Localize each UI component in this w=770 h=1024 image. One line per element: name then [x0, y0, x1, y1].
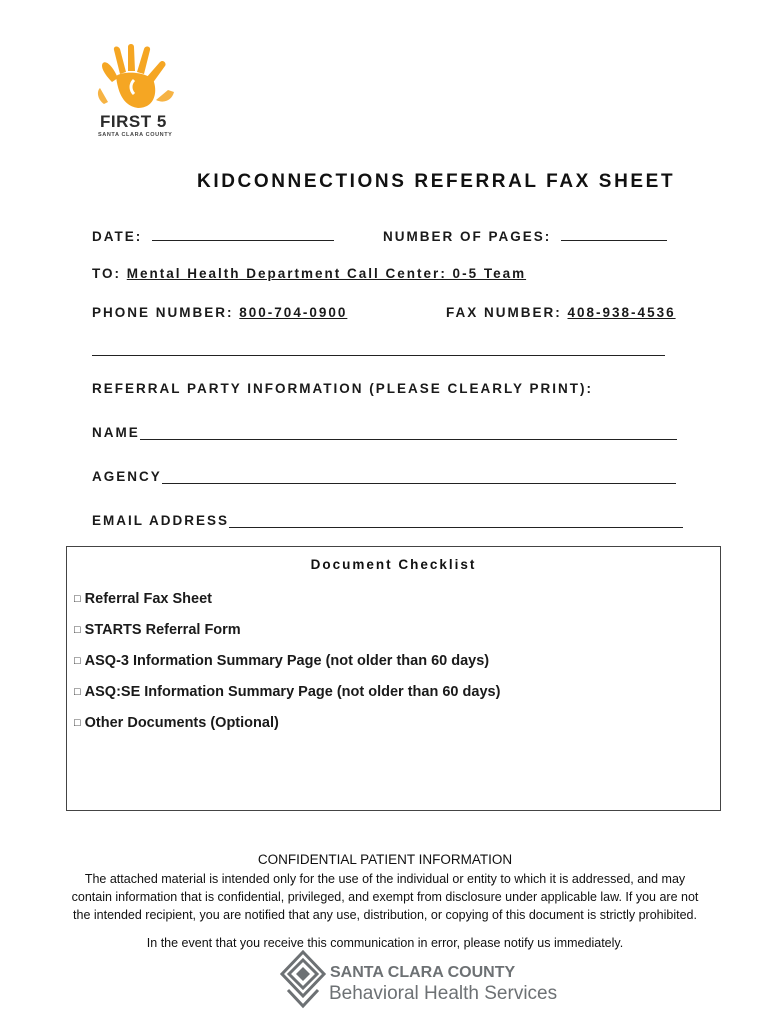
- agency-label: AGENCY: [92, 469, 162, 484]
- checkbox-icon[interactable]: □: [74, 624, 81, 636]
- confidential-body: [40, 870, 730, 924]
- checklist-item-label: STARTS Referral Form: [84, 622, 241, 638]
- phone-value: 800-704-0900: [239, 305, 348, 320]
- confidential-line: The attached material is intended only for the use of the individual or entity to which it is addressed, and may: [84, 872, 686, 886]
- checklist-item-asq3-summary[interactable]: [74, 653, 489, 669]
- checklist-title: Document Checklist: [310, 557, 477, 572]
- agency-field[interactable]: [92, 469, 676, 484]
- referral-heading: REFERRAL PARTY INFORMATION (PLEASE CLEARLY PRINT):: [92, 381, 594, 396]
- date-line[interactable]: [152, 228, 334, 241]
- phone-row: [92, 305, 347, 320]
- checklist-item-other-documents[interactable]: [74, 715, 279, 731]
- email-label: EMAIL ADDRESS: [92, 513, 230, 528]
- document-checklist: [66, 546, 721, 811]
- first5-logo-name: FIRST 5: [100, 112, 167, 131]
- checklist-item-label: Other Documents (Optional): [84, 715, 279, 731]
- email-line[interactable]: [229, 513, 683, 528]
- confidential-heading: CONFIDENTIAL PATIENT INFORMATION: [257, 852, 513, 867]
- checkbox-icon[interactable]: □: [74, 593, 81, 605]
- hand-icon: [94, 44, 178, 114]
- confidential-notice: In the event that you receive this communication in error, please notify us immediately.: [146, 936, 624, 950]
- to-row: [92, 266, 526, 281]
- checklist-item-label: Referral Fax Sheet: [84, 591, 212, 607]
- checklist-item-label: ASQ-3 Information Summary Page (not older than 60 days): [84, 653, 490, 669]
- email-field[interactable]: [92, 513, 683, 528]
- fax-value: 408-938-4536: [567, 305, 676, 320]
- county-logo-name: SANTA CLARA COUNTY: [330, 964, 516, 981]
- checklist-item-label: ASQ:SE Information Summary Page (not older than 60 days): [84, 684, 501, 700]
- county-logo: [280, 950, 558, 1014]
- county-logo-sub: Behavioral Health Services: [329, 983, 558, 1004]
- checkbox-icon[interactable]: □: [74, 686, 81, 698]
- fax-label: FAX NUMBER:: [446, 305, 562, 320]
- pages-field[interactable]: [383, 228, 667, 244]
- pages-label: NUMBER OF PAGES:: [383, 229, 552, 244]
- to-value: Mental Health Department Call Center: 0-5 Team: [126, 266, 527, 281]
- confidential-line: contain information that is confidential, privileged, and exempt from disclosure under applicable law. If you are not: [71, 890, 699, 904]
- agency-line[interactable]: [162, 469, 676, 484]
- checkbox-icon[interactable]: □: [74, 655, 81, 667]
- name-label: NAME: [92, 425, 140, 440]
- first5-logo-sub: SANTA CLARA COUNTY: [98, 132, 173, 138]
- separator-line: [92, 355, 665, 356]
- pages-line[interactable]: [561, 228, 667, 241]
- checklist-item-starts-referral-form[interactable]: [74, 622, 241, 638]
- checklist-item-asqse-summary[interactable]: [74, 684, 500, 700]
- confidential-line: the intended recipient, you are notified that any use, distribution, or copying of this document is strictly prohibited.: [73, 908, 697, 922]
- phone-label: PHONE NUMBER:: [92, 305, 234, 320]
- date-label: DATE:: [92, 229, 143, 244]
- checklist-item-referral-fax-sheet[interactable]: [74, 591, 212, 607]
- name-line[interactable]: [140, 425, 677, 440]
- first5-logo: [92, 44, 182, 140]
- diamond-icon: [280, 950, 326, 1012]
- fax-row: [446, 305, 676, 320]
- checkbox-icon[interactable]: □: [74, 717, 81, 729]
- to-label: TO:: [92, 266, 121, 281]
- date-field[interactable]: [92, 228, 334, 244]
- page-title: KIDCONNECTIONS REFERRAL FAX SHEET: [197, 171, 676, 192]
- name-field[interactable]: [92, 425, 677, 440]
